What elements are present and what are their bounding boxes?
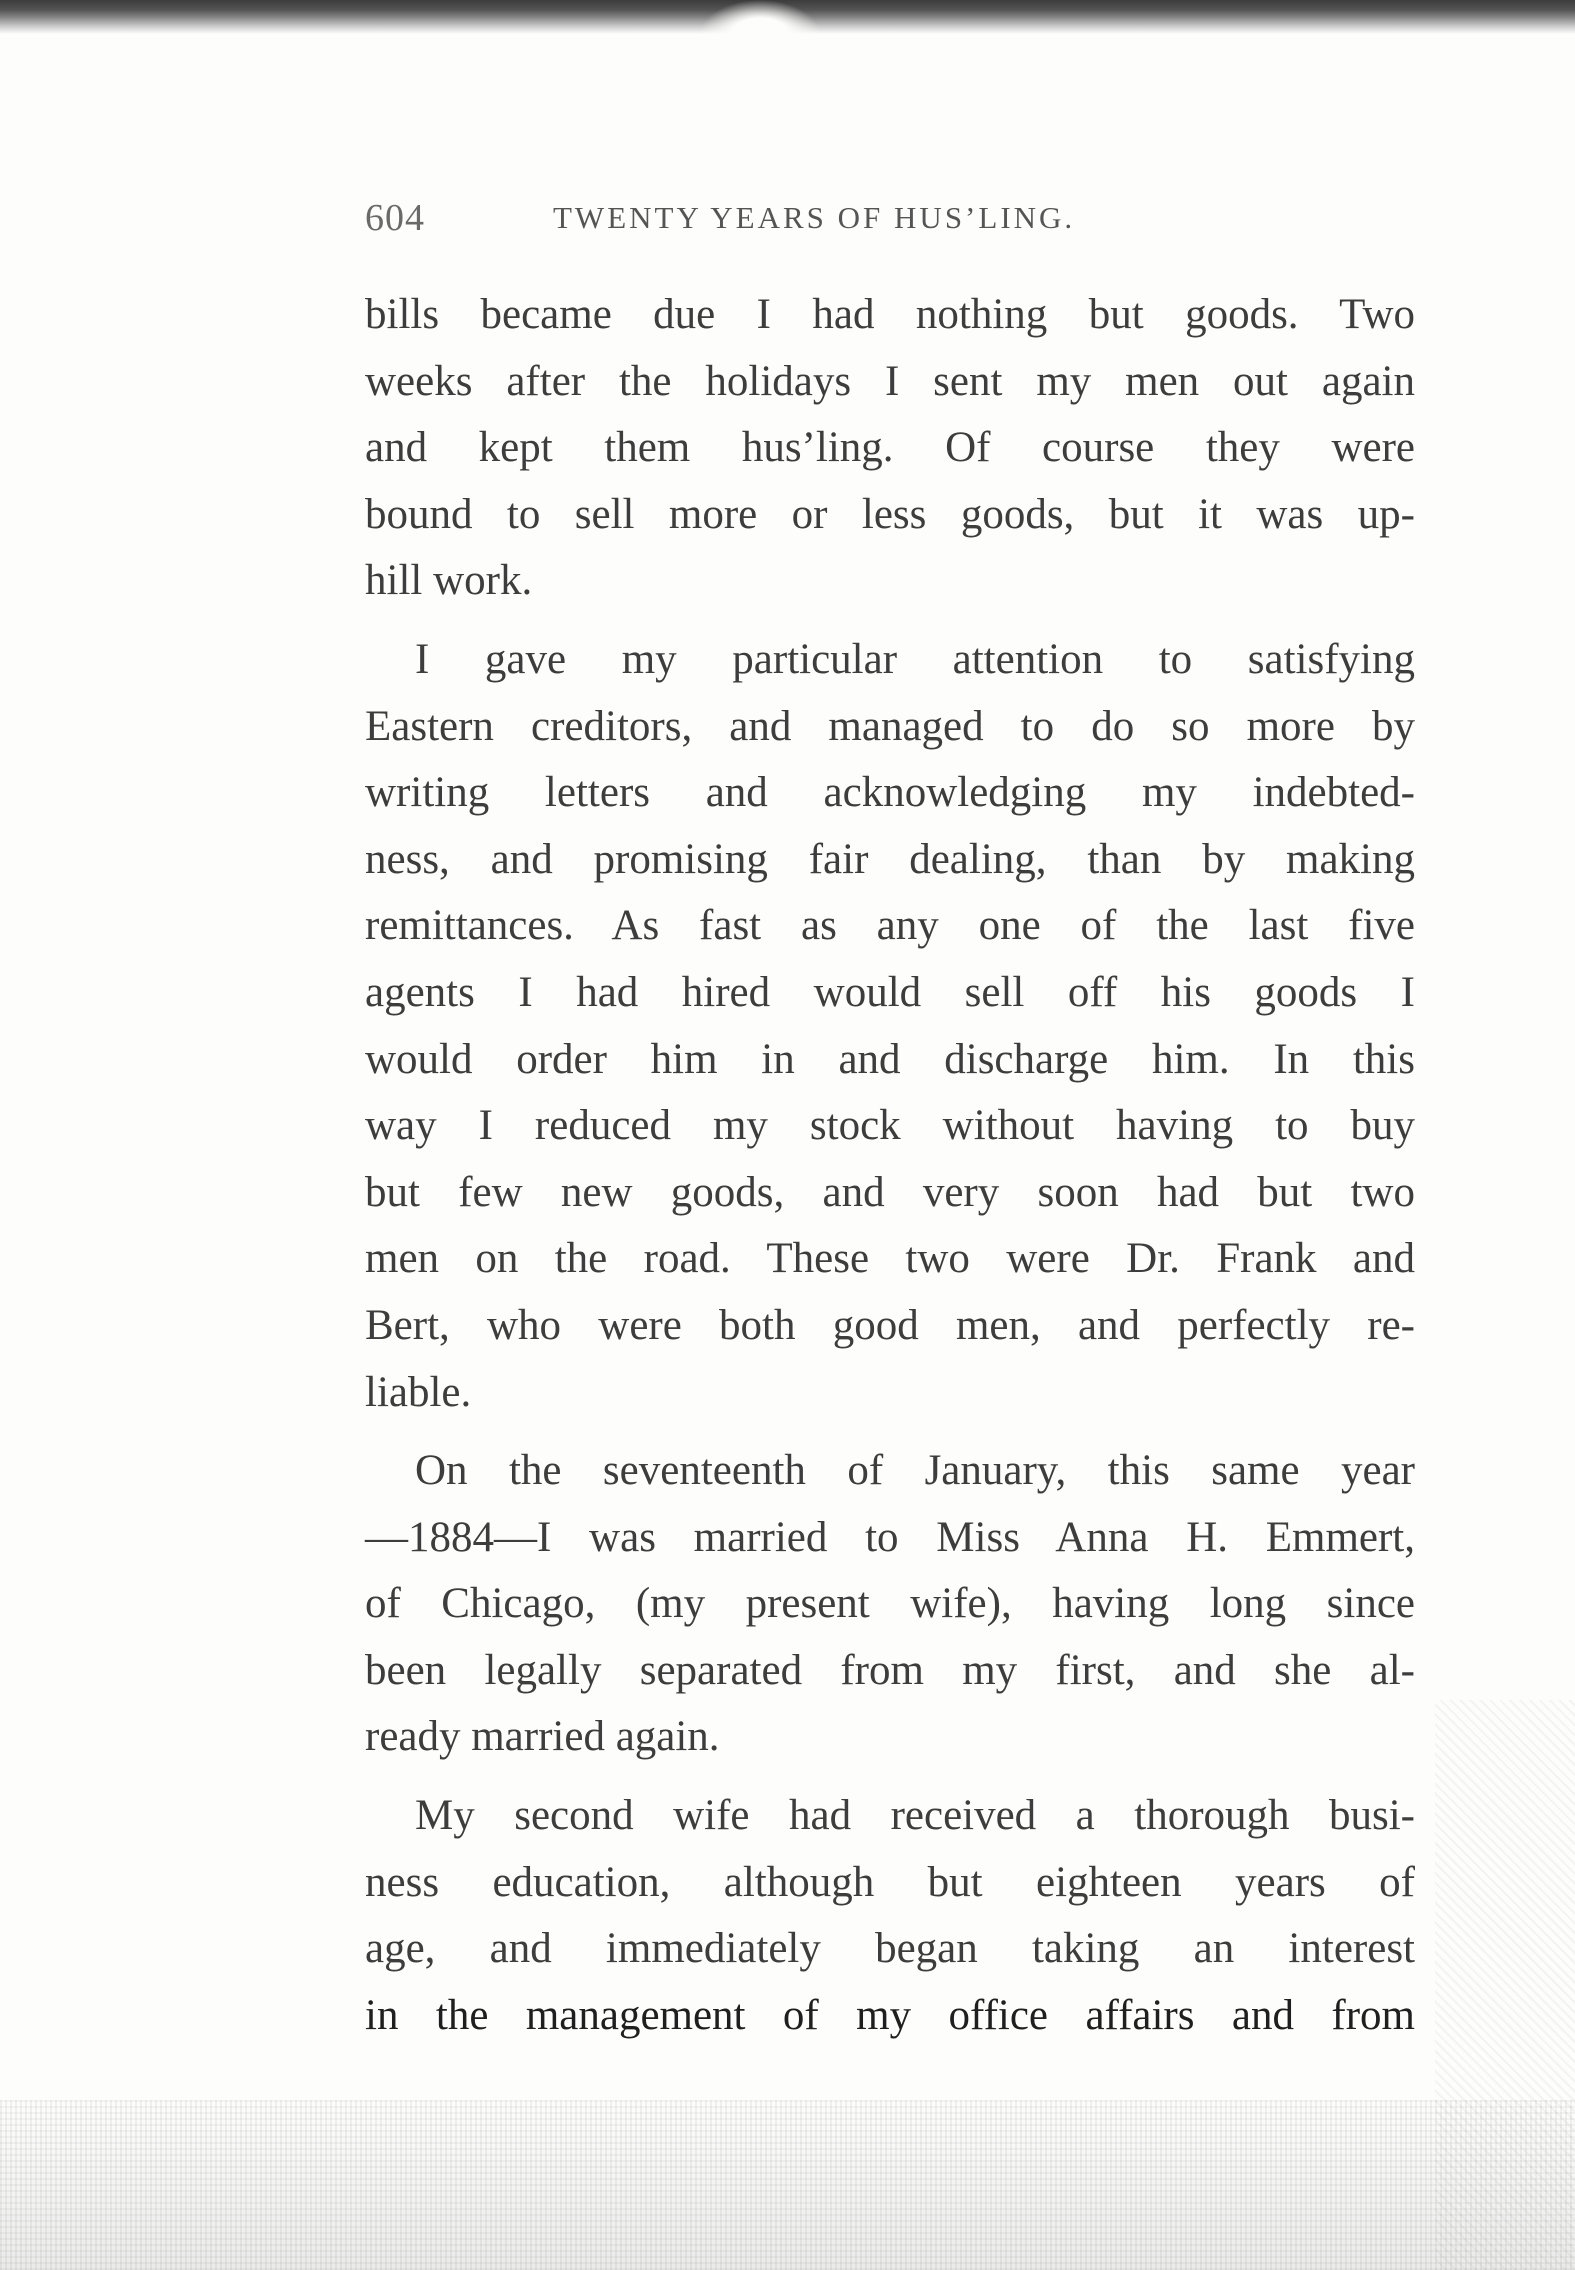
body-text — [365, 282, 1415, 2049]
text-line: weeks after the holidays I sent my men out again — [365, 357, 1415, 405]
text-line: Bert, who were both good men, and perfectly re- — [365, 1301, 1415, 1349]
scan-top-notch — [700, 0, 820, 34]
text-line: My second wife had received a thorough busi- — [415, 1792, 1415, 1840]
text-line: ness education, although but eighteen years of — [365, 1858, 1415, 1906]
text-line: bound to sell more or less goods, but it was up- — [365, 490, 1415, 538]
text-line: —1884—I was married to Miss Anna H. Emmert, — [365, 1513, 1415, 1561]
text-line: bills became due I had nothing but goods. Two — [365, 291, 1415, 338]
text-line: ready married again. — [365, 1713, 720, 1761]
scan-grain-bottom — [0, 2100, 1575, 2270]
paragraph — [365, 282, 1415, 615]
text-line: been legally separated from my first, and she al- — [365, 1646, 1415, 1694]
running-head-title: TWENTY YEARS OF HUS’LING. — [553, 200, 1076, 235]
text-line: agents I had hired would sell off his goods I — [365, 968, 1415, 1016]
text-line: hill work. — [365, 557, 533, 605]
paragraph — [365, 627, 1415, 1426]
page-number: 604 — [365, 197, 425, 239]
text-line: I gave my particular attention to satisfying — [415, 635, 1415, 683]
text-line: ness, and promising fair dealing, than by making — [365, 835, 1415, 883]
text-line: On the seventeenth of January, this same year — [415, 1447, 1415, 1495]
text-line: Eastern creditors, and managed to do so more by — [365, 702, 1415, 750]
text-line: liable. — [365, 1368, 472, 1416]
text-line: way I reduced my stock without having to buy — [365, 1102, 1415, 1150]
paragraph — [365, 1438, 1415, 1771]
text-line: would order him in and discharge him. In this — [365, 1035, 1415, 1083]
text-line: and kept them hus’ling. Of course they were — [365, 424, 1415, 472]
text-line: of Chicago, (my present wife), having long since — [365, 1580, 1415, 1628]
text-line: remittances. As fast as any one of the last five — [365, 902, 1415, 950]
text-line: in the management of my office affairs and from — [365, 1991, 1415, 2039]
paragraph — [365, 1783, 1415, 2049]
text-line: but few new goods, and very soon had but two — [365, 1168, 1415, 1216]
text-line: men on the road. These two were Dr. Frank and — [365, 1235, 1415, 1283]
text-line: age, and immediately began taking an interest — [365, 1925, 1415, 1973]
running-head — [365, 196, 1265, 244]
text-line: writing letters and acknowledging my indebted- — [365, 769, 1415, 817]
